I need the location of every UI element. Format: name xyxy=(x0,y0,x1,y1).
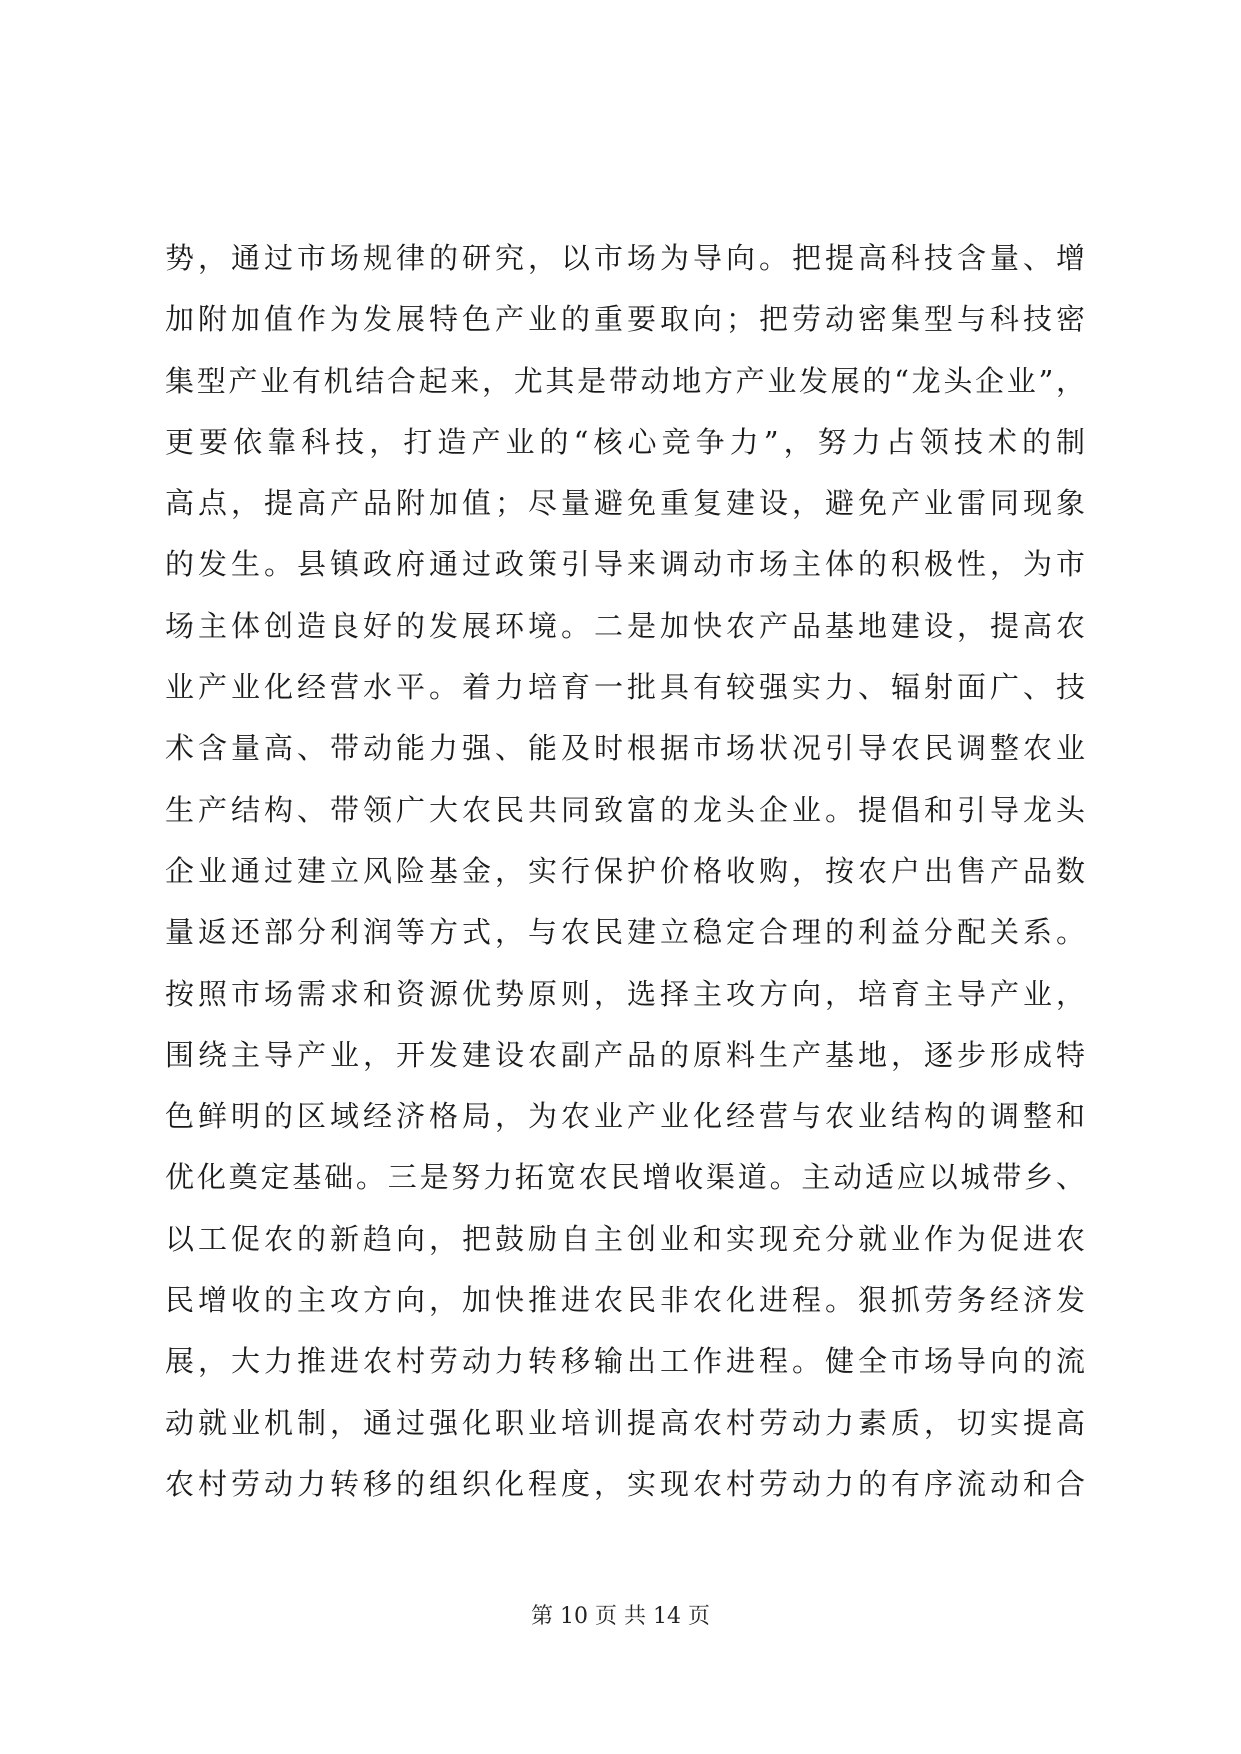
text-line: 集型产业有机结合起来，尤其是带动地方产业发展的“龙头企业”， xyxy=(165,363,1085,398)
text-line: 加附加值作为发展特色产业的重要取向；把劳动密集型与科技密 xyxy=(165,302,1085,337)
text-line: 的发生。县镇政府通过政策引导来调动市场主体的积极性，为市 xyxy=(165,547,1085,582)
page-footer: 第 10 页 共 14 页 xyxy=(531,1604,710,1629)
text-line: 色鲜明的区域经济格局，为农业产业化经营与农业结构的调整和 xyxy=(165,1099,1085,1134)
body-text xyxy=(165,228,1085,1515)
text-line: 业产业化经营水平。着力培育一批具有较强实力、辐射面广、技 xyxy=(165,670,1085,705)
text-line: 动就业机制，通过强化职业培训提高农村劳动力素质，切实提高 xyxy=(165,1405,1085,1440)
text-line: 农村劳动力转移的组织化程度，实现农村劳动力的有序流动和合 xyxy=(165,1466,1085,1501)
text-line: 高点，提高产品附加值；尽量避免重复建设，避免产业雷同现象 xyxy=(165,486,1085,521)
text-line: 按照市场需求和资源优势原则，选择主攻方向，培育主导产业， xyxy=(165,976,1085,1011)
text-line: 势，通过市场规律的研究，以市场为导向。把提高科技含量、增 xyxy=(165,241,1085,275)
text-line: 量返还部分利润等方式，与农民建立稳定合理的利益分配关系。 xyxy=(165,915,1085,950)
text-line: 优化奠定基础。三是努力拓宽农民增收渠道。主动适应以城带乡、 xyxy=(165,1160,1085,1195)
text-line: 更要依靠科技，打造产业的“核心竞争力”，努力占领技术的制 xyxy=(165,424,1085,459)
text-line: 围绕主导产业，开发建设农副产品的原料生产基地，逐步形成特 xyxy=(165,1037,1085,1072)
text-line: 术含量高、带动能力强、能及时根据市场状况引导农民调整农业 xyxy=(165,731,1085,766)
text-line: 场主体创造良好的发展环境。二是加快农产品基地建设，提高农 xyxy=(165,608,1085,643)
text-line: 展，大力推进农村劳动力转移输出工作进程。健全市场导向的流 xyxy=(165,1344,1085,1379)
text-line: 生产结构、带领广大农民共同致富的龙头企业。提倡和引导龙头 xyxy=(165,792,1085,827)
text-line: 民增收的主攻方向，加快推进农民非农化进程。狠抓劳务经济发 xyxy=(165,1283,1085,1318)
text-line: 以工促农的新趋向，把鼓励自主创业和实现充分就业作为促进农 xyxy=(165,1221,1085,1256)
text-line: 企业通过建立风险基金，实行保护价格收购，按农户出售产品数 xyxy=(165,853,1085,888)
